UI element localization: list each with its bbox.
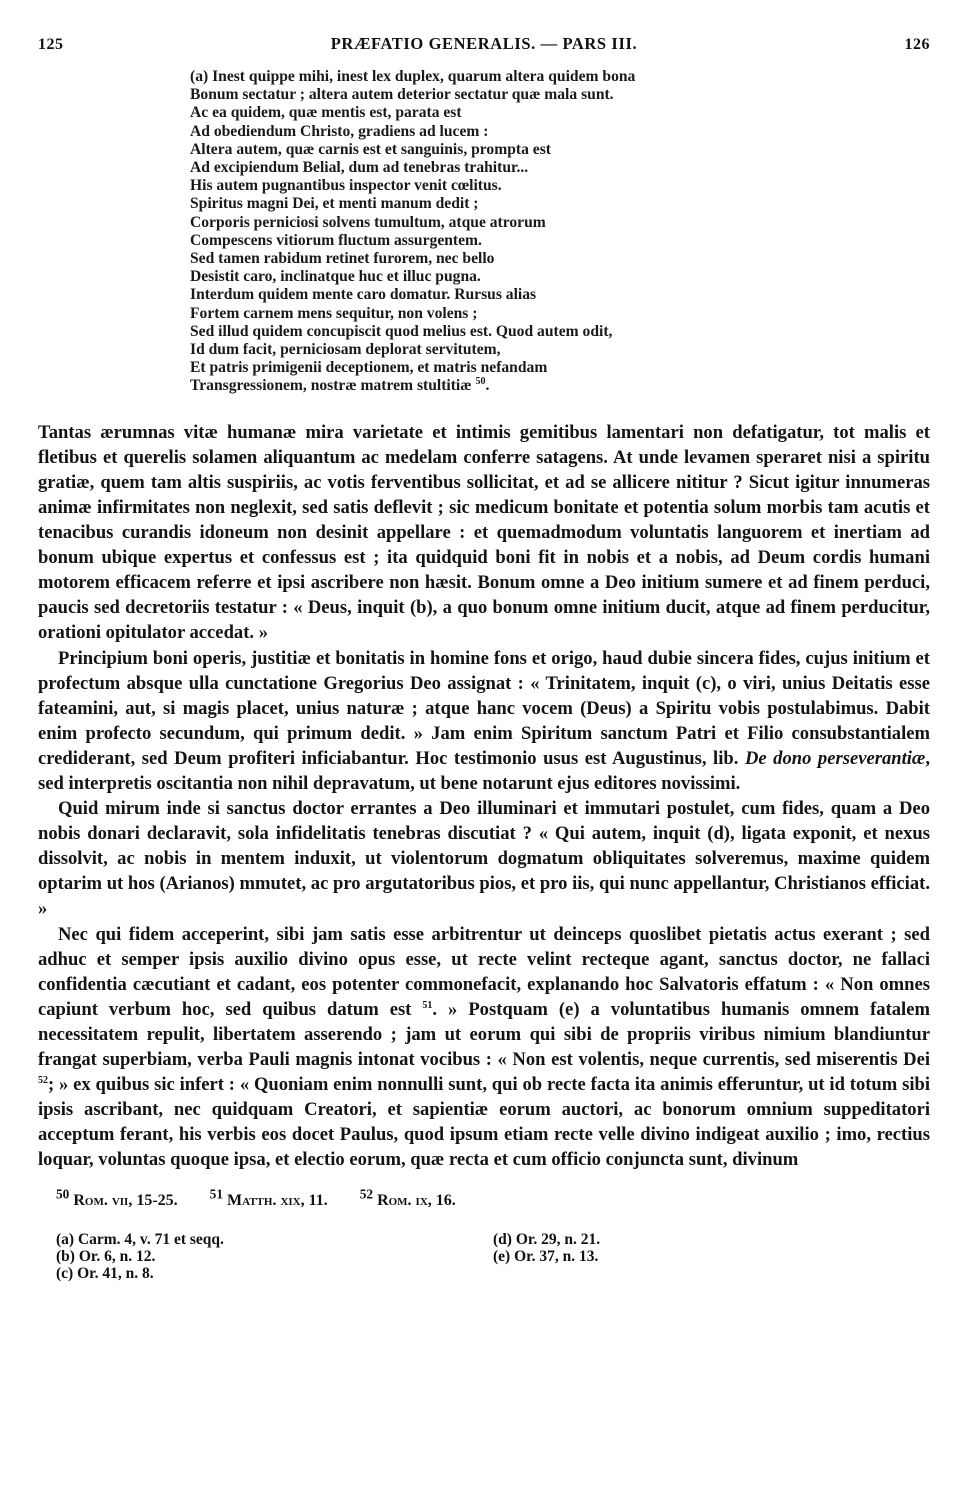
paragraph-text: , sed interpretis oscitantia non nihil depravatum, ut bene notarunt ejus editores novissimi. <box>38 747 930 794</box>
scripture-footnotes <box>38 1184 930 1210</box>
poem-line: Et patris primigenii deceptionem, et matris nefandam <box>190 359 548 377</box>
poem-line: His autem pugnantibus inspector venit cœlitus. <box>190 177 502 195</box>
poem-line: Fortem carnem mens sequitur, non volens ; <box>190 304 478 322</box>
paragraph-text: ; » ex quibus sic infert : « Quoniam enim nonnulli sunt, qui ob recte facta ita animis efferuntur, ut id totum sibi ipsis ascribant, nec quidquam Creatori, et sapientiæ eorum auctori, ac bonorum omnium suppeditatori acceptum ferant, his verbis eos docet Paulus, quod ipsum etiam recte velle divino indigeat auxilio ; imo, rectius loquar, voluntas quoque ipsa, et electio eorum, quæ recta et cum officio conjuncta sunt, divinum <box>38 1074 930 1171</box>
poem-line: Ac ea quidem, quæ mentis est, parata est <box>190 104 462 122</box>
poem-line: Ad obediendum Christo, gradiens ad lucem : <box>190 122 489 140</box>
paragraph-text: Nec qui fidem acceperint, sibi jam satis esse arbitrentur ut deinceps quoslibet pietatis actus exerant ; sed adhuc et semper ipsis auxilio divino opus esse, ut recte velint recteque agant, sanctus doctor, ne fallaci confidentia cæcutiant et cadant, eos potenter commonefacit, explanando hoc Salvatoris effatum : « Non omnes capiunt verbum hoc, sed quibus datum est <box>38 923 930 1020</box>
paragraph: Tantas ærumnas vitæ humanæ mira varietate et intimis gemitibus lamentari non defatigatur, tot malis et fletibus et querelis solamen aliquantum ac medelam conferre satagens. At unde levamen speraret nisi a spiritu gratiæ, quem tam altis suspiriis, ac votis ferventibus sollicitat, et ad se allicere nititur ? Sicut igitur innumeras animæ infirmitates non neglexit, sed satis deflevit ; sic medicum bonitate et potentia solum morbis tam acutis et tenacibus curandis idoneum non desinit appellare : et quemadmodum voluntatis languorem et inertiam ad bonum ubique expertus et confessus est ; ita quidquid boni fit in nobis et a nobis, ad Deum cordis humani motorem efficacem referre et ipsi ascribere non hæsit. Bonum omne a Deo initium sumere et ad finem perduci, paucis sed decretoriis testatur : « Deus, inquit (b), a quo bonum omne initium ducit, atque ad finem perducitur, orationi opitulator accedat. » <box>38 421 930 644</box>
running-title: PRÆFATIO GENERALIS. — PARS III. <box>330 34 638 53</box>
lettered-notes <box>38 1231 930 1282</box>
footnote-text: Matth. xix, 11. <box>226 1191 328 1209</box>
running-head <box>38 34 930 60</box>
paragraph: Quid mirum inde si sanctus doctor errantes a Deo illuminari et immutari postulet, cum fides, quam a Deo nobis donari declaravit, sola infidelitatis tenebras discutiat ? « Qui autem, inquit (d), ligata exponit, et nexus dissolvit, ac nobis in mentem induxit, ut violentorum dogmatum obliquitates solveremus, maxime quidem optarim ut hos (Arianos) mmutet, ac pro argutatoribus pios, et pro iis, qui nunc appellantur, Christianos efficiat. » <box>38 798 930 920</box>
footnote-number: 52 <box>359 1186 374 1202</box>
paragraph <box>38 922 930 1173</box>
note: (d) Or. 29, n. 21. <box>493 1230 601 1248</box>
poem-line: Compescens vitiorum fluctum assurgentem. <box>190 231 482 249</box>
poem-line: Sed tamen rabidum retinet furorem, nec bello <box>190 250 495 268</box>
page-number-right: 126 <box>904 36 930 53</box>
note: (a) Carm. 4, v. 71 et seqq. <box>56 1230 224 1248</box>
note: (c) Or. 41, n. 8. <box>56 1264 154 1282</box>
paragraph-text: . » Postquam (e) a voluntatibus humanis omnem fatalem necessitatem repulit, libertatem asserendo ; jam ut eorum qui sibi de propriis viribus nimium blandiuntur frangat superbiam, verba Pauli magnis intonat vocibus : « Non est volentis, neque currentis, sed miserentis Dei <box>38 998 930 1070</box>
poem-line: Transgressionem, nostræ matrem stultitiæ $^{50}$. <box>190 376 490 395</box>
footnote-number: 51 <box>209 1186 223 1202</box>
footnote-text: Rom. ix, 16. <box>377 1191 456 1209</box>
poem-line: Corporis perniciosi solvens tumultum, atque atrorum <box>190 213 546 231</box>
footnote-marker: 51 <box>422 999 433 1011</box>
body-text <box>38 420 930 1173</box>
note: (e) Or. 37, n. 13. <box>493 1247 599 1265</box>
poem-line: (a) Inest quippe mihi, inest lex duplex, quarum altera quidem bona <box>190 68 636 85</box>
footnote-number: 50 <box>56 1186 70 1202</box>
poem-line: Desistit caro, inclinatque huc et illuc pugna. <box>190 268 481 286</box>
note: (b) Or. 6, n. 12. <box>56 1247 156 1265</box>
footnote <box>359 1186 470 1209</box>
poem-line-text: Transgressionem, nostræ matrem stultitiæ <box>190 377 472 395</box>
footnote <box>56 1186 192 1209</box>
poem-line: Spiritus magni Dei, et menti manum dedit ; <box>190 195 479 213</box>
notes-left-column <box>56 1231 493 1282</box>
poem-line: Id dum facit, perniciosam deplorat servitutem, <box>190 341 501 359</box>
paragraph <box>38 646 930 797</box>
poem-quotation <box>190 68 930 396</box>
paragraph-text: Principium boni operis, justitiæ et bonitatis in homine fons et origo, haud dubie sincera fides, cujus initium et profectum absque ulla cunctatione Gregorius Deo assignat : « Trinitatem, inquit (c), o viri, unius Deitatis esse fateamini, aut, si magis placet, unius naturæ ; atque hanc vocem (Deus) a Spiritu vobis postulabimus. Dabit enim profecto secundum, qui primum dedit. » Jam enim Spiritum sanctum Patri et Filio consubstantialem crediderant, sed Deum profiteri inficiabantur. Hoc testimonio usus est Augustinus, lib. <box>38 647 930 769</box>
poem-line: Altera autem, quæ carnis est et sanguinis, prompta est <box>190 140 551 158</box>
footnote-text: Rom. vii, 15-25. <box>73 1191 178 1209</box>
page-number-left: 125 <box>38 36 64 53</box>
footnote-marker: 50 <box>475 376 486 388</box>
footnote-marker: 52 <box>38 1074 48 1086</box>
notes-right-column <box>493 1231 930 1282</box>
book-title: De dono perseverantiæ <box>744 747 926 769</box>
poem-line: Ad excipiendum Belial, dum ad tenebras trahitur... <box>190 159 529 177</box>
footnote <box>209 1186 342 1209</box>
poem-line: Bonum sectatur ; altera autem deterior sectatur quæ mala sunt. <box>190 86 614 104</box>
poem-line: Sed illud quidem concupiscit quod melius est. Quod autem odit, <box>190 322 613 340</box>
poem-line: Interdum quidem mente caro domatur. Rursus alias <box>190 286 537 304</box>
